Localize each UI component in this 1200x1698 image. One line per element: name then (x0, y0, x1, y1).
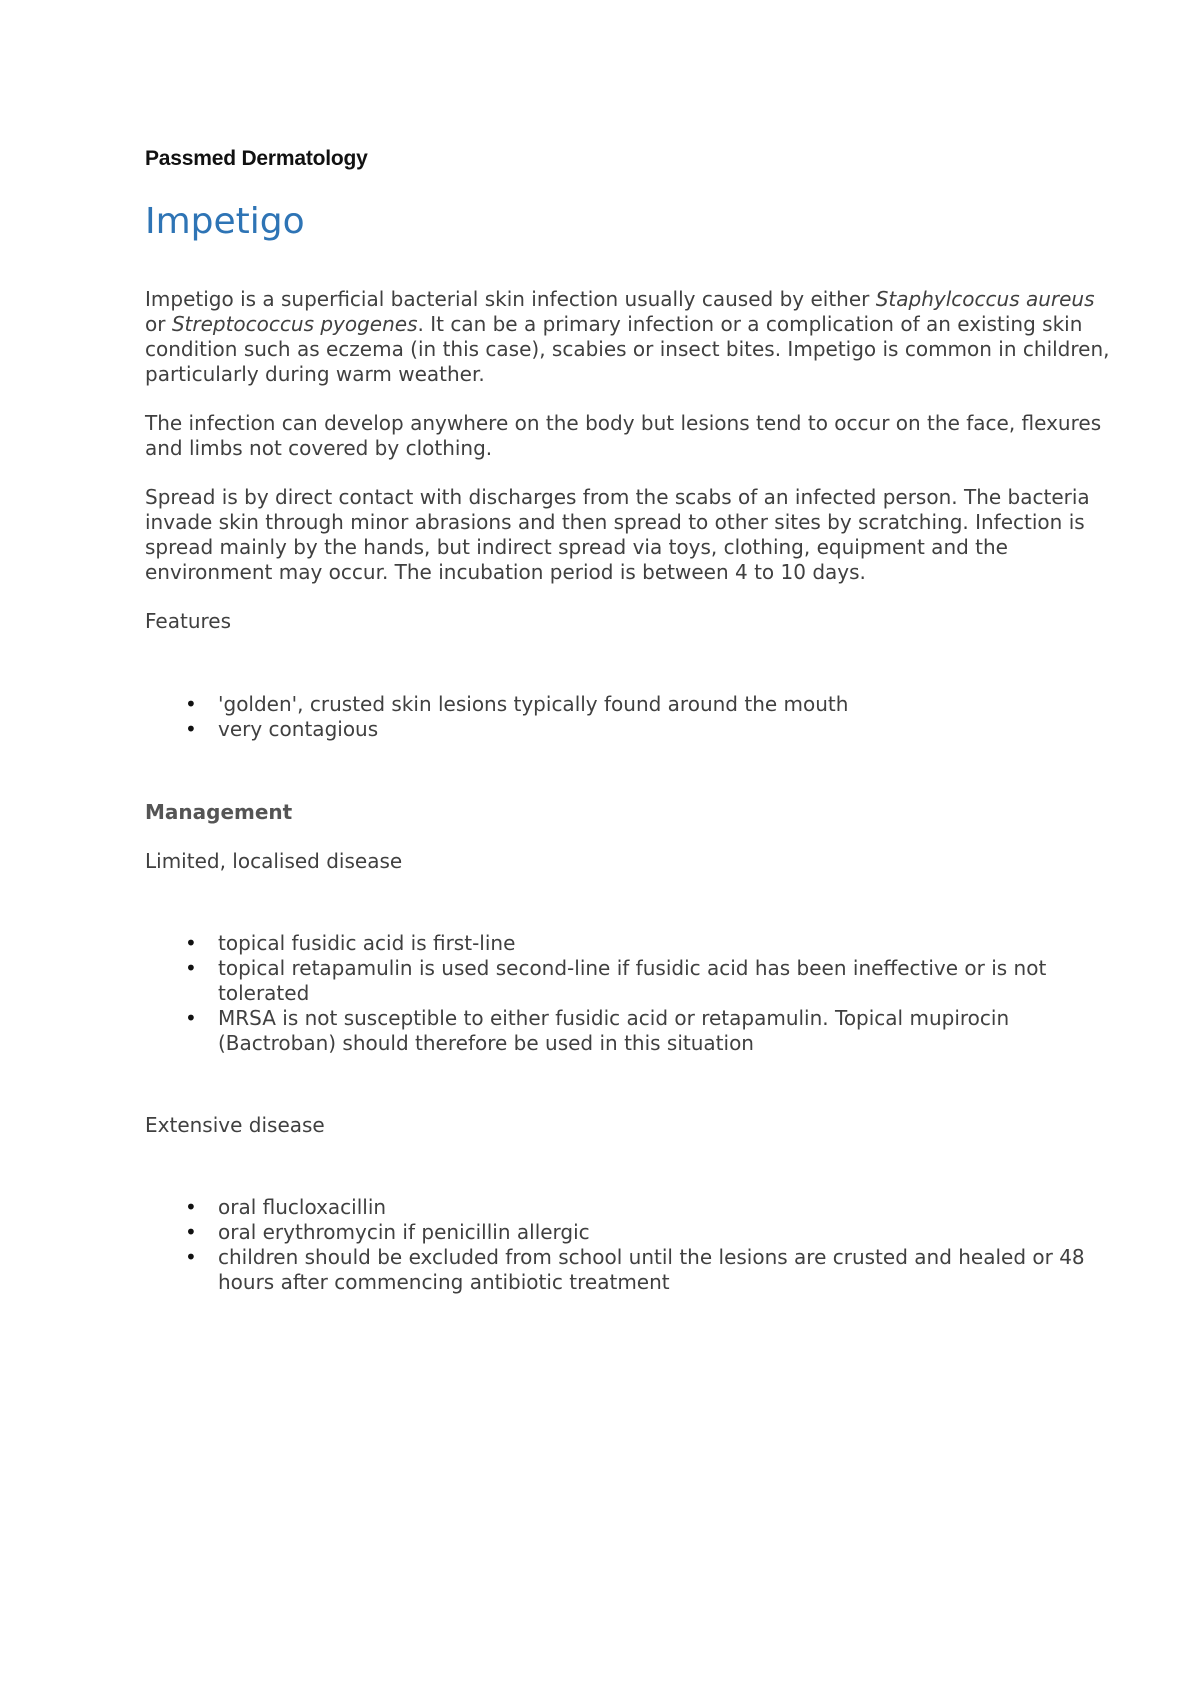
organism-staphylococcus: Staphylcoccus aureus (875, 287, 1095, 311)
list-item (185, 1245, 1120, 1295)
list-item (185, 956, 1120, 1006)
list-item (185, 1195, 1120, 1220)
intro-text-1: Impetigo is a superficial bacterial skin infection usually caused by either (145, 287, 876, 311)
list-item-text: children should be excluded from school until the lesions are crusted and healed or 48 hours after commencing antibiotic treatment (218, 1245, 1085, 1294)
limited-disease-list (145, 931, 1120, 1056)
list-item (185, 1220, 1120, 1245)
bullet-icon: • (185, 1220, 197, 1244)
features-label: Features (145, 609, 231, 633)
bullet-icon: • (185, 931, 197, 955)
extensive-disease-list (145, 1195, 1120, 1295)
bullet-icon: • (185, 692, 197, 716)
bullet-icon: • (185, 717, 197, 741)
list-item (185, 692, 1120, 717)
features-list (145, 692, 1120, 742)
bullet-icon: • (185, 1195, 197, 1219)
bullet-icon: • (185, 1006, 197, 1030)
list-item-text: 'golden', crusted skin lesions typically found around the mouth (218, 692, 849, 716)
bullet-icon: • (185, 956, 197, 980)
list-item (185, 931, 1120, 956)
intro-paragraph (145, 287, 1120, 387)
limited-disease-label: Limited, localised disease (145, 849, 403, 873)
list-item (185, 717, 1120, 742)
organism-streptococcus: Streptococcus pyogenes (171, 312, 418, 336)
list-item-text: topical retapamulin is used second-line if fusidic acid has been ineffective or is not tolerated (218, 956, 1047, 1005)
spread-paragraph: Spread is by direct contact with discharges from the scabs of an infected person. The bacteria invade skin through minor abrasions and then spread to other sites by scratching. Infection is spread mainly by the hands, but indirect spread via toys, clothing, equipment and the environment may occur. The incubation period is between 4 to 10 days. (145, 485, 1090, 584)
intro-text-2: or (145, 312, 172, 336)
location-paragraph: The infection can develop anywhere on the body but lesions tend to occur on the face, flexures and limbs not covered by clothing. (145, 411, 1102, 460)
page-title: Impetigo (145, 201, 305, 242)
document-label: Passmed Dermatology (145, 147, 368, 170)
management-heading: Management (145, 800, 293, 824)
list-item-text: oral erythromycin if penicillin allergic (218, 1220, 590, 1244)
extensive-disease-label: Extensive disease (145, 1113, 325, 1137)
list-item (185, 1006, 1120, 1056)
bullet-icon: • (185, 1245, 197, 1269)
intro-text-3: . It can be a primary infection or a complication of an existing skin condition such as eczema (in this case), scabies or insect bites. Impetigo is common in children, particularly during warm weather. (145, 312, 1110, 386)
document-body (145, 287, 1120, 1295)
list-item-text: oral flucloxacillin (218, 1195, 387, 1219)
list-item-text: very contagious (218, 717, 379, 741)
list-item-text: MRSA is not susceptible to either fusidic acid or retapamulin. Topical mupirocin (Bactroban) should therefore be used in this situation (218, 1006, 1010, 1055)
list-item-text: topical fusidic acid is first-line (218, 931, 516, 955)
